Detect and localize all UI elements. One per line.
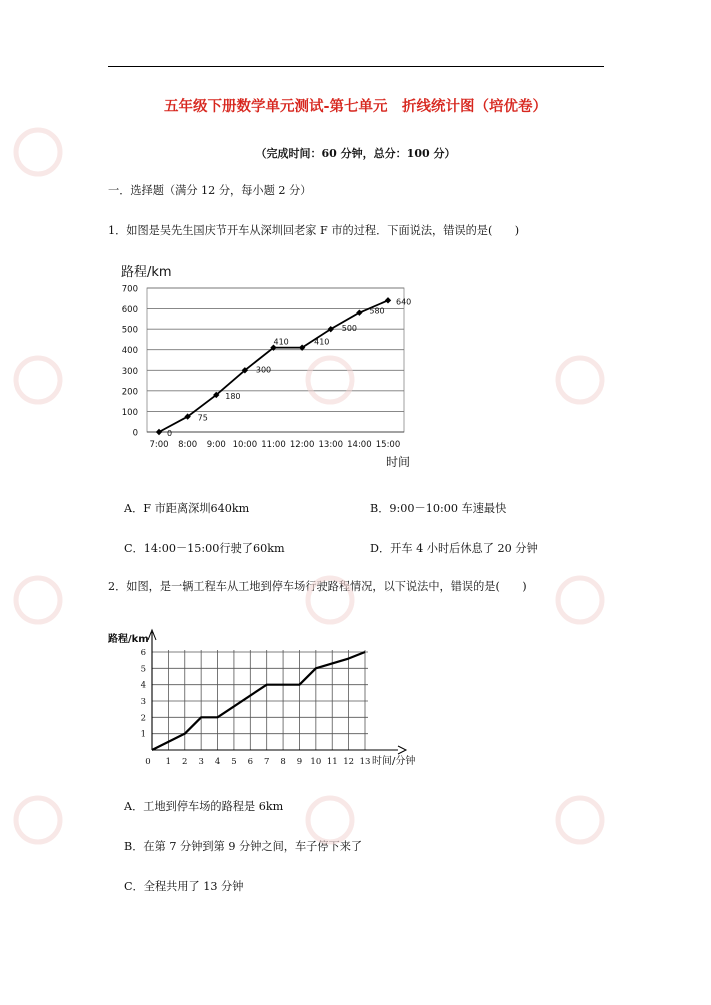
chart-2-x-tick-label: 7	[263, 757, 270, 767]
section-heading: 一．选择题（满分 12 分，每小题 2 分）	[108, 184, 312, 197]
chart-2-x-axis-title: 时间/分钟	[372, 756, 416, 767]
chart-1-x-tick-label: 7:00	[149, 440, 169, 450]
chart-1-x-tick-label: 12:00	[289, 440, 315, 450]
chart-1-y-tick-label: 300	[121, 366, 138, 377]
chart-2-x-tick-label: 2	[182, 757, 188, 767]
option-text: 开车 4 小时后休息了 20 分钟	[390, 542, 538, 555]
chart-1-y-tick-label: 0	[132, 428, 138, 439]
option-label: A．	[124, 502, 144, 515]
chart-1-x-tick-label: 14:00	[347, 440, 372, 450]
chart-1-y-tick-label: 100	[121, 407, 138, 418]
chart-1-x-tick-label: 15:00	[375, 440, 401, 450]
chart-2-x-axis-arrow-icon	[398, 746, 406, 754]
option-label: B．	[370, 502, 390, 515]
chart-2-y-axis-title: 路程/km	[108, 634, 149, 645]
page-subtitle: （完成时间：60 分钟，总分：100 分）	[255, 147, 456, 160]
question-2-option-a[interactable]	[124, 798, 283, 814]
chart-1-data-label: 410	[314, 337, 330, 347]
chart-1-data-label: 75	[197, 413, 208, 423]
option-text: F 市距离深圳640km	[143, 502, 250, 515]
chart-1-y-tick-label: 700	[121, 284, 138, 295]
chart-2-x-tick-label: 1	[165, 757, 172, 767]
chart-1-x-tick-label: 13:00	[318, 440, 343, 450]
chart-1-y-tick-label: 200	[121, 387, 138, 398]
option-text: 工地到停车场的路程是 6km	[143, 800, 284, 813]
chart-2-y-tick-label: 5	[140, 664, 146, 675]
option-label: C．	[124, 542, 144, 555]
chart-1-data-label: 0	[167, 429, 173, 438]
chart-2-y-tick-label: 4	[140, 680, 146, 691]
chart-1-y-tick-label: 600	[121, 305, 138, 316]
option-label: B．	[124, 840, 144, 853]
chart-1-data-label: 580	[369, 306, 385, 316]
chart-1-x-tick-label: 9:00	[206, 440, 226, 450]
chart-2-x-tick-label: 5	[231, 757, 237, 767]
option-label: A．	[124, 800, 144, 813]
chart-1-y-tick-label: 400	[121, 346, 138, 357]
chart-1-x-tick-label: 11:00	[261, 440, 286, 450]
option-text: 9:00－10:00 车速最快	[389, 502, 507, 515]
option-text: 在第 7 分钟到第 9 分钟之间，车子停下来了	[143, 840, 363, 853]
question-1-stem: 1．如图是吴先生国庆节开车从深圳回老家 F 市的过程．下面说法，错误的是( )	[108, 224, 520, 237]
option-label: D．	[370, 542, 391, 555]
question-2-option-c[interactable]	[124, 878, 243, 894]
chart-2-x-tick-label: 0	[145, 757, 151, 767]
chart-1-x-axis-title: 时间	[386, 455, 411, 469]
chart-2-y-tick-label: 3	[140, 697, 146, 707]
chart-1-data-label: 500	[341, 324, 358, 334]
chart-2-y-tick-label: 2	[140, 713, 146, 724]
chart-2-x-tick-label: 8	[280, 757, 286, 767]
chart-2-x-tick-label: 12	[343, 757, 355, 767]
option-text: 全程共用了 13 分钟	[143, 880, 244, 893]
chart-2-x-tick-label: 13	[359, 757, 371, 767]
chart-2-x-tick-label: 10	[310, 757, 322, 767]
chart-1-data-label: 300	[255, 365, 272, 375]
chart-1-y-tick-label: 500	[121, 325, 138, 336]
chart-1-data-label: 180	[225, 391, 241, 401]
chart-2-x-tick-label: 6	[247, 757, 254, 767]
option-label: C．	[124, 880, 144, 893]
chart-1-data-label: 410	[273, 337, 289, 347]
question-2-stem: 2．如图，是一辆工程车从工地到停车场行驶路程情况，以下说法中，错误的是( )	[108, 580, 527, 593]
chart-1-x-tick-label: 10:00	[232, 440, 258, 450]
chart-2-x-tick-label: 3	[198, 757, 204, 767]
chart-1-data-label: 640	[396, 297, 412, 307]
page-title: 五年级下册数学单元测试-第七单元 折线统计图（培优卷）	[163, 99, 548, 115]
question-2-option-b[interactable]	[124, 838, 362, 854]
chart-1-y-axis-title: 路程/km	[121, 265, 172, 280]
chart-2-x-tick-label: 11	[326, 757, 338, 767]
chart-2-y-tick-label: 1	[140, 729, 146, 740]
option-text: 14:00－15:00行驶了60km	[143, 542, 285, 555]
chart-2-x-tick-label: 4	[214, 757, 221, 767]
chart-1-x-tick-label: 8:00	[178, 440, 198, 450]
chart-2-x-tick-label: 9	[296, 757, 303, 767]
chart-2-y-tick-label: 6	[140, 648, 146, 658]
